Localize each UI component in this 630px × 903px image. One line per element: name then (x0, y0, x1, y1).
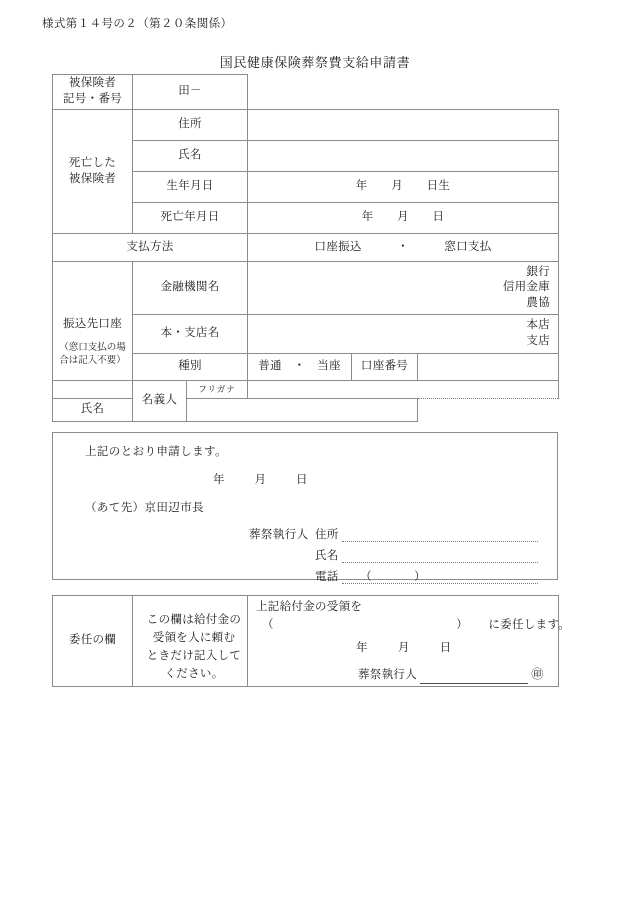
holder-furigana-value[interactable] (248, 381, 559, 399)
symbol-number-spacer (248, 75, 559, 110)
delegation-body-text: 上記給付金の受領を (256, 601, 363, 613)
row-label-birthdate: 生年月日 (133, 172, 248, 203)
statement-text: 上記のとおり申請します。 (85, 446, 227, 458)
delegation-instruction-line2: 受領を人に頼む (152, 632, 236, 645)
holder-name-label: 氏名 (53, 399, 133, 422)
bank-kind-2: 信用金庫 (502, 281, 551, 294)
delegation-instruction-line4: ください。 (164, 667, 224, 680)
delegation-delegate-row[interactable] (262, 618, 570, 634)
account-note-line2: 合は記入不要） (59, 355, 126, 366)
branch-value[interactable] (248, 315, 559, 354)
applicant-address-label: 住所 (315, 529, 339, 541)
delegation-date-day: 日 (439, 642, 452, 654)
statement-date-month: 月 (254, 474, 266, 486)
table-row-symbol-number (53, 75, 559, 110)
row-value-address[interactable] (248, 110, 559, 141)
delegation-instruction-line1: この欄は給付金の (146, 614, 242, 627)
row-value-deathdate[interactable]: 年 月 日 (248, 203, 559, 234)
symbol-number-label (53, 75, 133, 110)
phone-paren-open: （ (360, 571, 372, 583)
applicant-phone-row (315, 568, 538, 584)
statement-date[interactable] (213, 471, 308, 487)
delegation-section-label: 委任の欄 (53, 596, 133, 687)
deceased-label (53, 110, 133, 234)
applicant-address-row (315, 526, 538, 542)
applicant-phone-input[interactable] (342, 570, 538, 584)
table-row-bank-name (53, 262, 559, 315)
branch-kind-2: 支店 (526, 335, 551, 347)
symbol-number-label-line2: 記号・番号 (63, 93, 122, 105)
deceased-label-line1: 死亡した (68, 156, 117, 169)
bank-kind-3: 農協 (526, 296, 551, 309)
delegation-table (52, 595, 571, 687)
bank-name-value[interactable] (248, 262, 559, 315)
form-code: 様式第１４号の２（第２０条関係） (42, 18, 233, 30)
delegation-instruction (133, 596, 248, 687)
table-row-delegation (53, 596, 559, 687)
account-number-value[interactable] (418, 354, 559, 381)
seal-icon: ㊞ (531, 667, 544, 681)
delegation-date-year: 年 (356, 642, 368, 654)
payment-method-options[interactable]: 口座振込 ・ 窓口支払 (248, 234, 559, 262)
row-label-name: 氏名 (133, 141, 248, 172)
account-note (53, 342, 132, 367)
bank-kind-1: 銀行 (526, 265, 551, 278)
statement-date-year: 年 (213, 474, 225, 486)
branch-kind-1: 本店 (526, 319, 551, 332)
applicant-name-row (315, 547, 538, 563)
applicant-name-input[interactable] (342, 549, 538, 563)
delegation-instruction-line3: ときだけ記入して (146, 650, 242, 662)
symbol-number-value[interactable]: 田－ (133, 75, 248, 110)
holder-name-value[interactable] (187, 399, 418, 422)
table-row-holder-furigana (53, 381, 559, 399)
holder-spacer (53, 381, 133, 399)
account-number-label: 口座番号 (352, 354, 418, 381)
account-type-label: 種別 (133, 354, 248, 381)
payment-table (52, 233, 559, 422)
statement-addressee: （あて先）京田辺市長 (85, 502, 204, 514)
account-section-label (53, 262, 133, 381)
applicant-label: 葬祭執行人 (249, 529, 309, 541)
table-row-holder-name (53, 399, 559, 422)
account-section-label-text: 振込先口座 (63, 317, 122, 330)
row-value-name[interactable] (248, 141, 559, 172)
row-value-birthdate[interactable]: 年 月 日生 (248, 172, 559, 203)
holder-label: 名義人 (133, 381, 187, 422)
delegation-executor-row (358, 666, 544, 684)
applicant-address-input[interactable] (342, 528, 538, 542)
bank-name-label: 金融機関名 (133, 262, 248, 315)
deceased-label-line2: 被保険者 (68, 172, 117, 185)
delegation-executor-input[interactable] (420, 670, 528, 684)
delegation-body (248, 596, 571, 687)
delegation-date-month: 月 (397, 642, 410, 654)
insured-table (52, 74, 559, 234)
statement-date-day: 日 (296, 474, 308, 486)
phone-paren-close: ） (414, 571, 426, 583)
delegation-suffix: に委任します。 (488, 619, 571, 631)
delegation-date[interactable] (356, 641, 451, 657)
table-row-payment-method (53, 234, 559, 262)
row-label-deathdate: 死亡年月日 (133, 203, 248, 234)
delegation-paren-close: ） (456, 619, 468, 631)
symbol-number-label-line1: 被保険者 (68, 77, 117, 90)
page-title: 国民健康保険葬祭費支給申請書 (219, 55, 411, 70)
statement-box (52, 432, 558, 583)
delegation-paren-open: （ (262, 619, 274, 631)
account-type-options[interactable]: 普通 ・ 当座 (248, 354, 352, 381)
holder-furigana-label: フリガナ (187, 381, 248, 399)
delegation-executor-label: 葬祭執行人 (358, 669, 417, 681)
branch-label: 本・支店名 (133, 315, 248, 354)
applicant-phone-label: 電話 (315, 571, 339, 583)
applicant-name-label: 氏名 (315, 550, 339, 562)
payment-method-label: 支払方法 (53, 234, 248, 262)
row-label-address: 住所 (133, 110, 248, 141)
table-row-address (53, 110, 559, 141)
account-note-line1: （窓口支払の場 (59, 343, 126, 354)
